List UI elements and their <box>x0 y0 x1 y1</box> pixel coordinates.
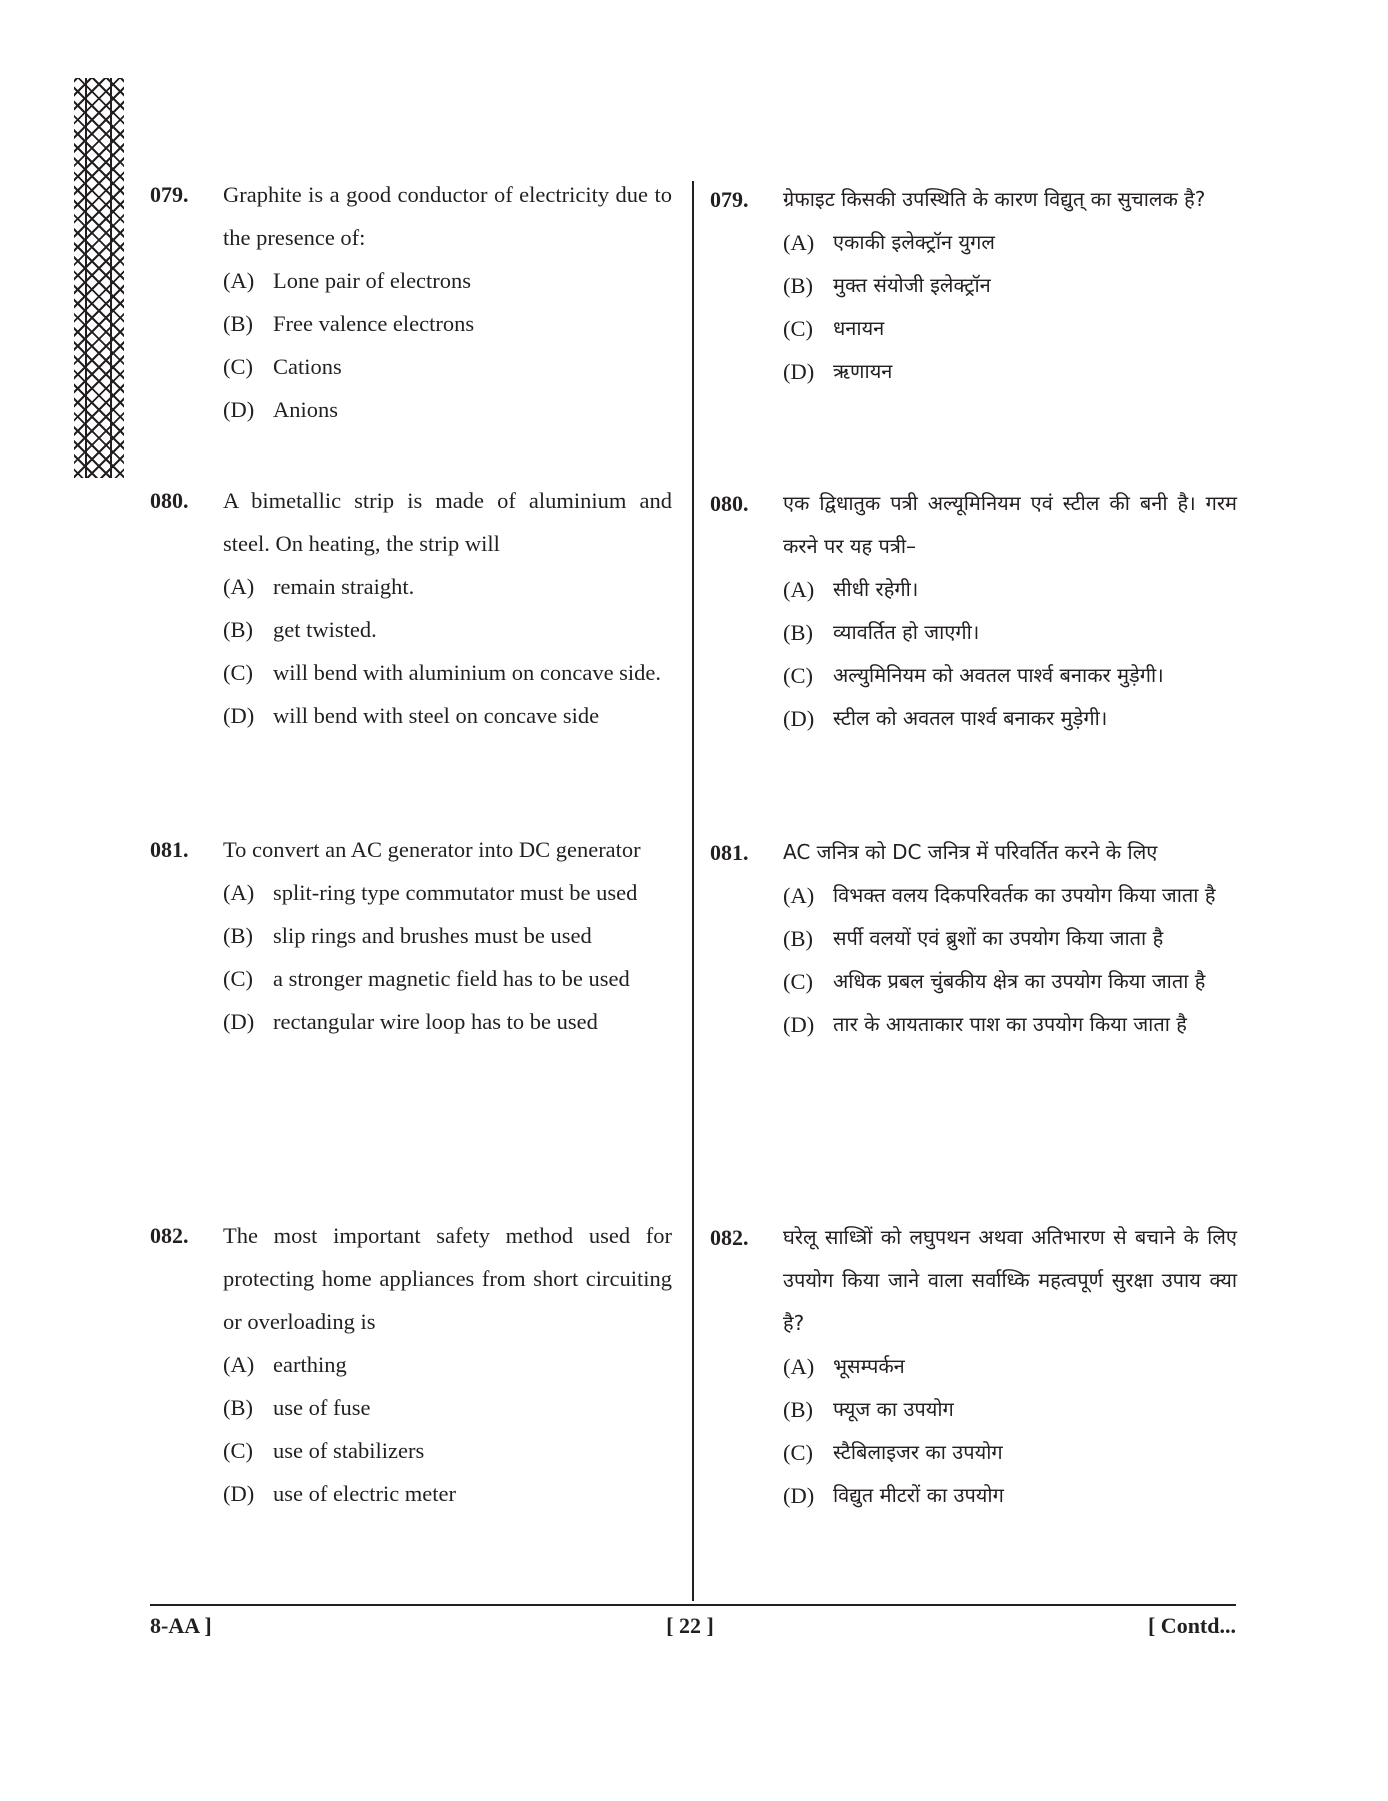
option-label: (C) <box>783 969 813 994</box>
question-079-hindi <box>710 178 1237 393</box>
option-label: (A) <box>223 1352 255 1377</box>
question-number: 079. <box>150 182 189 207</box>
question-number: 082. <box>150 1223 189 1248</box>
option-label: (D) <box>783 1483 815 1508</box>
option-b <box>223 608 672 651</box>
option-b <box>783 264 1237 307</box>
option-a <box>783 1345 1237 1388</box>
option-a <box>223 1343 672 1386</box>
option-d <box>223 388 672 431</box>
option-c <box>783 307 1237 350</box>
question-080-english <box>150 479 672 737</box>
option-a <box>223 871 672 914</box>
option-label: (B) <box>783 1397 813 1422</box>
option-a <box>223 259 672 302</box>
option-d <box>783 1474 1237 1517</box>
question-079-english <box>150 173 672 431</box>
question-text: ग्रेफाइट किसकी उपस्थिति के कारण विद्युत् का सुचालक है? <box>783 187 1206 211</box>
option-label: (C) <box>783 663 813 688</box>
option-b <box>783 1388 1237 1431</box>
option-label: (D) <box>223 1009 255 1034</box>
option-a <box>783 568 1237 611</box>
question-text: घरेलू साध्त्रिों को लघुपथन अथवा अतिभारण से बचाने के लिए उपयोग किया जाने वाला सर्वाध्कि महत्वपूर्ण सुरक्षा उपाय क्या है? <box>783 1225 1237 1335</box>
question-081-hindi <box>710 831 1237 1046</box>
option-label: (C) <box>223 354 253 379</box>
options-list <box>783 874 1237 1046</box>
option-label: (D) <box>223 397 255 422</box>
question-text: To convert an AC generator into DC generator <box>223 837 641 862</box>
option-label: (A) <box>223 268 255 293</box>
option-label: (D) <box>783 706 815 731</box>
option-text: use of stabilizers <box>273 1438 425 1463</box>
option-label: (A) <box>223 880 255 905</box>
option-text: स्टैबिलाइजर का उपयोग <box>833 1440 1003 1464</box>
question-number: 081. <box>710 840 749 865</box>
options-list <box>783 221 1237 393</box>
options-list <box>223 1343 672 1515</box>
option-a <box>783 221 1237 264</box>
option-text: सीधी रहेगी। <box>833 577 919 601</box>
option-label: (C) <box>223 1438 253 1463</box>
option-text: Cations <box>273 354 342 379</box>
option-text: सर्पी वलयों एवं ब्रुशों का उपयोग किया जाता है <box>833 926 1164 950</box>
option-c <box>783 1431 1237 1474</box>
option-text: rectangular wire loop has to be used <box>273 1009 598 1034</box>
question-082-english <box>150 1214 672 1515</box>
option-label: (A) <box>223 574 255 599</box>
option-text: use of fuse <box>273 1395 371 1420</box>
question-number: 080. <box>150 488 189 513</box>
question-text: The most important safety method used for protecting home appliances from short circuiting or overloading is <box>223 1223 672 1334</box>
option-text: will bend with aluminium on concave side. <box>273 660 662 685</box>
option-text: धनायन <box>833 316 885 340</box>
option-b <box>223 1386 672 1429</box>
decorative-border-pattern <box>74 78 124 478</box>
option-text: मुक्त संयोजी इलेक्ट्रॉन <box>833 273 991 297</box>
option-b <box>783 917 1237 960</box>
option-text: slip rings and brushes must be used <box>273 923 592 948</box>
option-d <box>223 1000 672 1043</box>
option-text: Lone pair of electrons <box>273 268 472 293</box>
option-label: (C) <box>783 1440 813 1465</box>
option-label: (B) <box>783 273 813 298</box>
option-text: अधिक प्रबल चुंबकीय क्षेत्र का उपयोग किया जाता है <box>833 969 1206 993</box>
option-text: भूसम्पर्कन <box>833 1354 905 1378</box>
option-d <box>223 694 672 737</box>
option-a <box>223 565 672 608</box>
options-list <box>223 259 672 431</box>
option-text: will bend with steel on concave side <box>273 703 600 728</box>
option-label: (C) <box>223 966 253 991</box>
question-text: Graphite is a good conductor of electricity due to the presence of: <box>223 182 672 250</box>
option-text: earthing <box>273 1352 347 1377</box>
question-text: A bimetallic strip is made of aluminium and steel. On heating, the strip will <box>223 488 672 556</box>
option-text: a stronger magnetic field has to be used <box>273 966 630 991</box>
option-label: (B) <box>223 923 253 948</box>
option-c <box>223 345 672 388</box>
option-c <box>783 654 1237 697</box>
option-d <box>783 697 1237 740</box>
option-text: फ्यूज का उपयोग <box>833 1397 954 1421</box>
option-text: एकाकी इलेक्ट्रॉन युगल <box>833 230 995 254</box>
option-c <box>223 1429 672 1472</box>
option-label: (C) <box>783 316 813 341</box>
continued-label: [ Contd... <box>1147 1613 1236 1638</box>
option-label: (A) <box>783 883 815 908</box>
option-label: (C) <box>223 660 253 685</box>
option-c <box>783 960 1237 1003</box>
option-label: (A) <box>783 230 815 255</box>
option-b <box>223 914 672 957</box>
option-d <box>783 350 1237 393</box>
question-082-hindi <box>710 1216 1237 1517</box>
option-label: (B) <box>223 617 253 642</box>
option-text: स्टील को अवतल पार्श्व बनाकर मुड़ेगी। <box>833 706 1108 730</box>
column-divider <box>692 181 694 1601</box>
question-number: 082. <box>710 1225 749 1250</box>
option-c <box>223 957 672 1000</box>
option-text: get twisted. <box>273 617 377 642</box>
option-text: विभक्त वलय दिकपरिवर्तक का उपयोग किया जाता है <box>833 883 1216 907</box>
option-b <box>223 302 672 345</box>
option-d <box>783 1003 1237 1046</box>
option-text: ऋणायन <box>833 359 893 383</box>
question-text: एक द्विधातुक पत्री अल्यूमिनियम एवं स्टील की बनी है। गरम करने पर यह पत्री– <box>783 491 1237 558</box>
option-text: अल्युमिनियम को अवतल पार्श्व बनाकर मुड़ेगी। <box>833 663 1164 687</box>
option-label: (D) <box>783 359 815 384</box>
page-number: [ 22 ] <box>666 1613 714 1638</box>
paper-code: 8-AA ] <box>150 1613 212 1638</box>
option-a <box>783 874 1237 917</box>
option-text: split-ring type commutator must be used <box>273 880 638 905</box>
option-text: व्यावर्तित हो जाएगी। <box>833 620 980 644</box>
question-number: 081. <box>150 837 189 862</box>
option-label: (B) <box>783 926 813 951</box>
option-label: (A) <box>783 577 815 602</box>
option-label: (D) <box>223 703 255 728</box>
options-list <box>783 568 1237 740</box>
option-text: remain straight. <box>273 574 415 599</box>
question-number: 079. <box>710 187 749 212</box>
option-text: तार के आयताकार पाश का उपयोग किया जाता है <box>833 1012 1187 1036</box>
question-number: 080. <box>710 491 749 516</box>
option-label: (D) <box>783 1012 815 1037</box>
option-text: विद्युत मीटरों का उपयोग <box>833 1483 1004 1507</box>
option-label: (D) <box>223 1481 255 1506</box>
options-list <box>223 565 672 737</box>
options-list <box>223 871 672 1043</box>
option-d <box>223 1472 672 1515</box>
option-text: use of electric meter <box>273 1481 457 1506</box>
option-label: (B) <box>223 311 253 336</box>
question-081-english <box>150 828 672 1043</box>
option-c <box>223 651 672 694</box>
question-080-hindi <box>710 482 1237 740</box>
options-list <box>783 1345 1237 1517</box>
option-label: (A) <box>783 1354 815 1379</box>
option-text: Anions <box>273 397 339 422</box>
option-label: (B) <box>223 1395 253 1420</box>
option-label: (B) <box>783 620 813 645</box>
option-text: Free valence electrons <box>273 311 475 336</box>
option-b <box>783 611 1237 654</box>
question-text: AC जनित्र को DC जनित्र में परिवर्तित करने के लिए <box>783 840 1158 864</box>
